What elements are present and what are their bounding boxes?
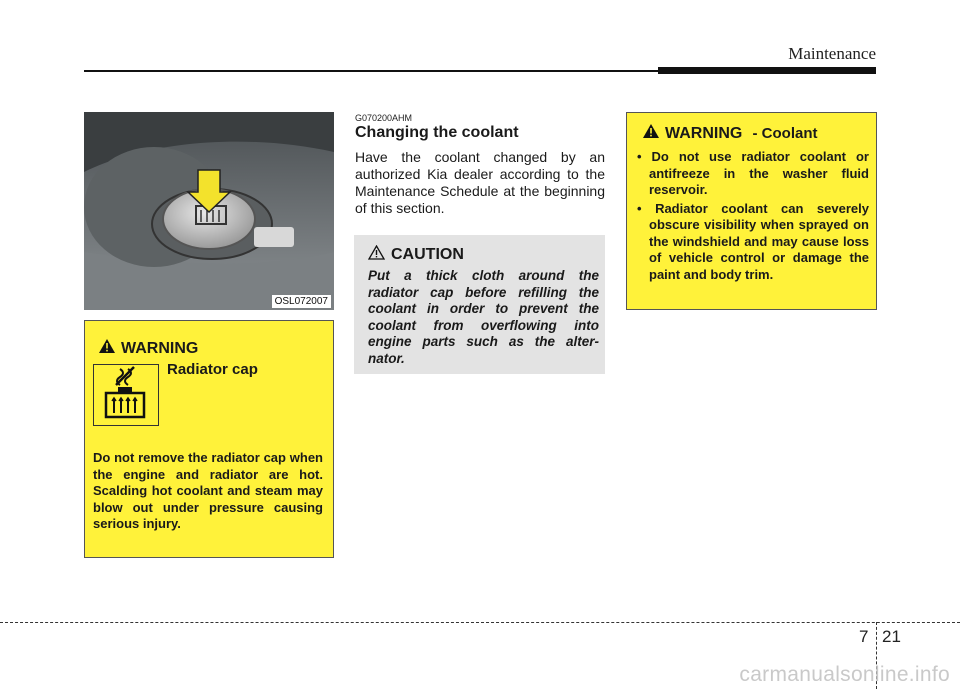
warning-heading-label: WARNING: [121, 339, 199, 357]
caution-box: [354, 235, 605, 374]
radiator-cap-photo: [84, 112, 334, 310]
warning-coolant-box: [626, 112, 877, 310]
warning-coolant-heading-suffix: - Coolant: [748, 125, 818, 142]
header-rule-thick: [658, 67, 876, 74]
list-item: • Do not use radiator coolant or antifreeze in the washer fluid reservoir.: [637, 149, 869, 197]
section-code: G070200AHM: [355, 113, 413, 123]
section-title: Changing the coolant: [355, 124, 519, 141]
warning-coolant-list: [635, 149, 869, 285]
caution-body: Put a thick cloth around the radiator cap before refilling the coolant in order to prevent the coolant from overflowing into engine parts such as the alter-nator.: [368, 268, 599, 366]
caution-triangle-icon: [368, 245, 385, 265]
warning-radiator-cap-box: [84, 320, 334, 558]
watermark: carmanualsonline.info: [739, 663, 950, 686]
page-number: 21: [882, 627, 901, 646]
radiator-hot-icon: [93, 364, 159, 426]
warning-subheading: Radiator cap: [167, 361, 258, 378]
footer-rule: [0, 622, 960, 623]
caution-heading-label: CAUTION: [391, 246, 464, 263]
warning-body: Do not remove the radiator cap when the engine and radiator are hot. Scalding hot coolant and steam may blow out under pressure causing serious injury.: [93, 450, 323, 531]
warning-triangle-icon: [99, 339, 115, 358]
page-header-title: Maintenance: [788, 44, 876, 63]
warning-coolant-heading-label: WARNING: [665, 124, 743, 142]
radiator-cap-photo-art: [84, 112, 334, 310]
figure-code: OSL072007: [272, 295, 331, 308]
header-rule: [84, 70, 661, 72]
caution-heading: [368, 245, 464, 265]
list-item-text: Do not use radiator coolant or antifreeze in the washer fluid reservoir.: [649, 149, 869, 197]
list-item-text: Radiator coolant can severely obscure visibility when sprayed on the windshield and may cause loss of vehicle control or damage the paint and body trim.: [649, 200, 869, 282]
section-body: Have the coolant changed by an authorized Kia dealer according to the Maintenance Schedule at the beginning of this section.: [355, 149, 605, 216]
warning-triangle-icon: [643, 124, 659, 143]
chapter-number: 7: [859, 627, 869, 646]
warning-coolant-heading: [643, 124, 817, 143]
warning-heading: [99, 339, 198, 358]
list-item: • Radiator coolant can severely obscure visibility when sprayed on the windshield and may cause loss of vehicle control or damage the paint and body trim.: [637, 200, 869, 282]
